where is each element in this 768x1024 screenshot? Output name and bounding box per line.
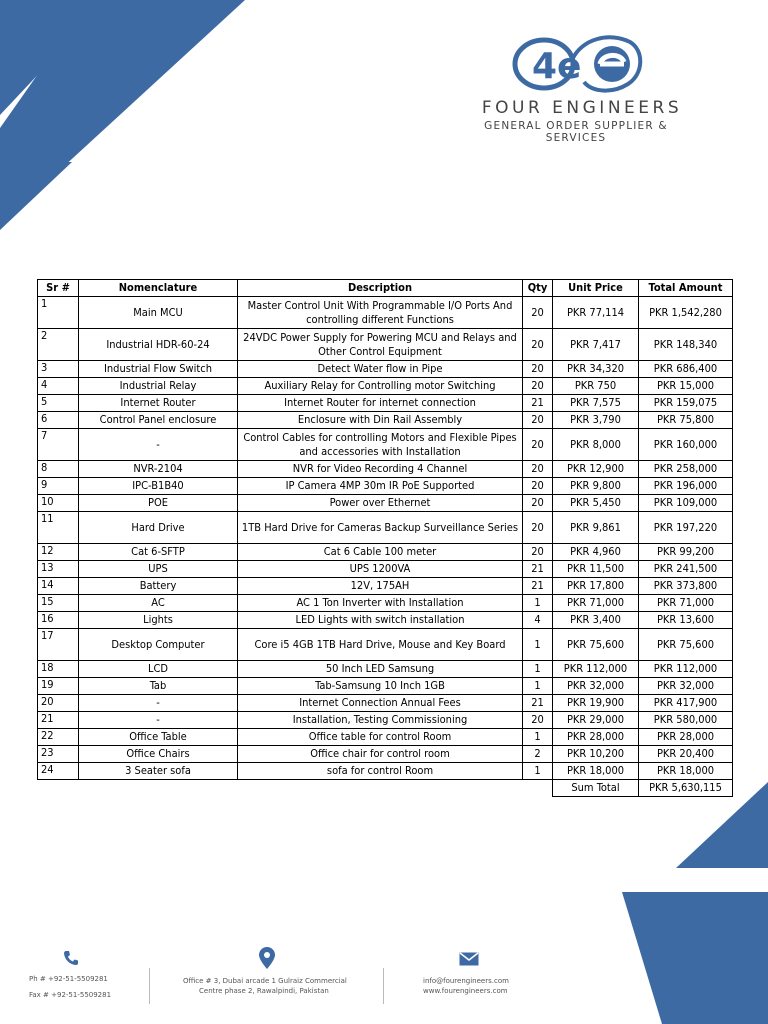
table-row: [38, 361, 733, 378]
row-nomenclature: LCD: [79, 661, 238, 678]
row-total-amount: PKR 1,542,280: [639, 297, 733, 329]
row-sr: 14: [38, 578, 79, 595]
row-sr: 9: [38, 478, 79, 495]
row-description: Installation, Testing Commissioning: [238, 712, 523, 729]
row-sr: 19: [38, 678, 79, 695]
row-qty: 20: [523, 544, 553, 561]
row-sr: 3: [38, 361, 79, 378]
row-sr: 1: [38, 297, 79, 329]
row-description: Office chair for control room: [238, 746, 523, 763]
row-sr: 4: [38, 378, 79, 395]
row-unit-price: PKR 18,000: [553, 763, 639, 780]
table-row: [38, 378, 733, 395]
row-description: 1TB Hard Drive for Cameras Backup Surveillance Series: [238, 512, 523, 544]
brand-name: FOUR ENGINEERS: [481, 98, 683, 118]
row-unit-price: PKR 77,114: [553, 297, 639, 329]
row-nomenclature: Industrial HDR-60-24: [79, 329, 238, 361]
row-qty: 20: [523, 429, 553, 461]
row-total-amount: PKR 32,000: [639, 678, 733, 695]
table-row: [38, 678, 733, 695]
row-qty: 20: [523, 297, 553, 329]
row-qty: 21: [523, 395, 553, 412]
row-sr: 2: [38, 329, 79, 361]
table-row: [38, 763, 733, 780]
table-row: [38, 561, 733, 578]
row-description: AC 1 Ton Inverter with Installation: [238, 595, 523, 612]
table-row: [38, 629, 733, 661]
header-unit-price: Unit Price: [553, 280, 639, 297]
row-total-amount: PKR 159,075: [639, 395, 733, 412]
table-row: [38, 712, 733, 729]
empty-cell: [238, 780, 523, 797]
row-sr: 17: [38, 629, 79, 661]
row-unit-price: PKR 9,800: [553, 478, 639, 495]
row-description: Office table for control Room: [238, 729, 523, 746]
row-total-amount: PKR 13,600: [639, 612, 733, 629]
table-row: [38, 329, 733, 361]
table-row: [38, 661, 733, 678]
footer: [0, 940, 768, 1024]
row-sr: 10: [38, 495, 79, 512]
row-description: 24VDC Power Supply for Powering MCU and Relays and Other Control Equipment: [238, 329, 523, 361]
row-total-amount: PKR 15,000: [639, 378, 733, 395]
row-unit-price: PKR 3,790: [553, 412, 639, 429]
row-qty: 20: [523, 329, 553, 361]
row-qty: 1: [523, 595, 553, 612]
row-qty: 1: [523, 729, 553, 746]
row-unit-price: PKR 29,000: [553, 712, 639, 729]
empty-cell: [38, 780, 79, 797]
header-qty: Qty: [523, 280, 553, 297]
row-description: Power over Ethernet: [238, 495, 523, 512]
row-description: sofa for control Room: [238, 763, 523, 780]
footer-fax: Fax # +92-51-5509281: [29, 991, 112, 999]
row-qty: 1: [523, 629, 553, 661]
row-nomenclature: 3 Seater sofa: [79, 763, 238, 780]
sum-total-row: [38, 780, 733, 797]
row-sr: 15: [38, 595, 79, 612]
row-sr: 13: [38, 561, 79, 578]
row-qty: 20: [523, 512, 553, 544]
table-row: [38, 578, 733, 595]
row-nomenclature: Lights: [79, 612, 238, 629]
row-sr: 6: [38, 412, 79, 429]
row-total-amount: PKR 99,200: [639, 544, 733, 561]
sum-total-value: PKR 5,630,115: [639, 780, 733, 797]
row-unit-price: PKR 3,400: [553, 612, 639, 629]
row-sr: 21: [38, 712, 79, 729]
row-sr: 24: [38, 763, 79, 780]
row-description: Cat 6 Cable 100 meter: [238, 544, 523, 561]
table-row: [38, 544, 733, 561]
row-qty: 20: [523, 412, 553, 429]
row-description: 50 Inch LED Samsung: [238, 661, 523, 678]
row-unit-price: PKR 28,000: [553, 729, 639, 746]
row-unit-price: PKR 4,960: [553, 544, 639, 561]
row-sr: 22: [38, 729, 79, 746]
table-header-row: [38, 280, 733, 297]
row-sr: 12: [38, 544, 79, 561]
row-description: Auxiliary Relay for Controlling motor Switching: [238, 378, 523, 395]
table-row: [38, 512, 733, 544]
row-sr: 11: [38, 512, 79, 544]
row-nomenclature: UPS: [79, 561, 238, 578]
row-sr: 16: [38, 612, 79, 629]
footer-phone: Ph # +92-51-5509281: [29, 975, 108, 983]
row-total-amount: PKR 417,900: [639, 695, 733, 712]
row-description: Tab-Samsung 10 Inch 1GB: [238, 678, 523, 695]
company-logo: [452, 34, 692, 144]
row-total-amount: PKR 197,220: [639, 512, 733, 544]
row-nomenclature: Industrial Relay: [79, 378, 238, 395]
table-row: [38, 746, 733, 763]
row-unit-price: PKR 11,500: [553, 561, 639, 578]
row-qty: 2: [523, 746, 553, 763]
row-unit-price: PKR 12,900: [553, 461, 639, 478]
row-description: Internet Connection Annual Fees: [238, 695, 523, 712]
row-unit-price: PKR 19,900: [553, 695, 639, 712]
table-row: [38, 695, 733, 712]
row-total-amount: PKR 28,000: [639, 729, 733, 746]
row-nomenclature: Control Panel enclosure: [79, 412, 238, 429]
row-total-amount: PKR 71,000: [639, 595, 733, 612]
row-description: Core i5 4GB 1TB Hard Drive, Mouse and Key Board: [238, 629, 523, 661]
row-nomenclature: -: [79, 429, 238, 461]
table-row: [38, 297, 733, 329]
row-qty: 1: [523, 763, 553, 780]
table-row: [38, 461, 733, 478]
header-total-amount: Total Amount: [639, 280, 733, 297]
footer-email[interactable]: info@fourengineers.com: [423, 977, 509, 985]
quotation-table: [37, 279, 733, 797]
row-description: Master Control Unit With Programmable I/O Ports And controlling different Functions: [238, 297, 523, 329]
row-nomenclature: IPC-B1B40: [79, 478, 238, 495]
header-sr: Sr #: [38, 280, 79, 297]
row-nomenclature: Main MCU: [79, 297, 238, 329]
row-qty: 20: [523, 461, 553, 478]
logo-four-glyph: 4e: [532, 46, 582, 87]
row-nomenclature: Office Chairs: [79, 746, 238, 763]
row-nomenclature: POE: [79, 495, 238, 512]
table-row: [38, 412, 733, 429]
row-nomenclature: Tab: [79, 678, 238, 695]
row-description: NVR for Video Recording 4 Channel: [238, 461, 523, 478]
row-nomenclature: -: [79, 695, 238, 712]
row-sr: 20: [38, 695, 79, 712]
email-icon: [459, 952, 479, 966]
table-row: [38, 729, 733, 746]
row-unit-price: PKR 17,800: [553, 578, 639, 595]
row-unit-price: PKR 32,000: [553, 678, 639, 695]
row-unit-price: PKR 8,000: [553, 429, 639, 461]
row-sr: 23: [38, 746, 79, 763]
row-nomenclature: Desktop Computer: [79, 629, 238, 661]
location-pin-icon: [259, 947, 275, 969]
header-description: Description: [238, 280, 523, 297]
row-qty: 20: [523, 712, 553, 729]
row-nomenclature: Industrial Flow Switch: [79, 361, 238, 378]
row-total-amount: PKR 580,000: [639, 712, 733, 729]
table-row: [38, 595, 733, 612]
row-unit-price: PKR 7,575: [553, 395, 639, 412]
row-unit-price: PKR 7,417: [553, 329, 639, 361]
row-qty: 21: [523, 578, 553, 595]
row-qty: 1: [523, 661, 553, 678]
row-total-amount: PKR 75,600: [639, 629, 733, 661]
empty-cell: [79, 780, 238, 797]
sum-total-label: Sum Total: [553, 780, 639, 797]
row-sr: 5: [38, 395, 79, 412]
row-unit-price: PKR 5,450: [553, 495, 639, 512]
row-total-amount: PKR 373,800: [639, 578, 733, 595]
table-row: [38, 478, 733, 495]
row-nomenclature: Cat 6-SFTP: [79, 544, 238, 561]
row-total-amount: PKR 686,400: [639, 361, 733, 378]
footer-divider-2: [383, 968, 384, 1004]
row-unit-price: PKR 9,861: [553, 512, 639, 544]
table-body: [38, 297, 733, 797]
row-unit-price: PKR 750: [553, 378, 639, 395]
row-total-amount: PKR 196,000: [639, 478, 733, 495]
row-unit-price: PKR 112,000: [553, 661, 639, 678]
row-nomenclature: Battery: [79, 578, 238, 595]
row-description: IP Camera 4MP 30m IR PoE Supported: [238, 478, 523, 495]
table-row: [38, 395, 733, 412]
table-row: [38, 429, 733, 461]
row-total-amount: PKR 148,340: [639, 329, 733, 361]
row-nomenclature: Hard Drive: [79, 512, 238, 544]
row-nomenclature: NVR-2104: [79, 461, 238, 478]
row-description: LED Lights with switch installation: [238, 612, 523, 629]
row-unit-price: PKR 10,200: [553, 746, 639, 763]
footer-address-line1: Office # 3, Dubai arcade 1 Gulraiz Commercial: [183, 977, 347, 985]
row-nomenclature: Office Table: [79, 729, 238, 746]
row-total-amount: PKR 160,000: [639, 429, 733, 461]
logo-mark-icon: [512, 34, 652, 94]
row-total-amount: PKR 18,000: [639, 763, 733, 780]
row-nomenclature: -: [79, 712, 238, 729]
row-qty: 21: [523, 561, 553, 578]
empty-cell: [523, 780, 553, 797]
row-unit-price: PKR 71,000: [553, 595, 639, 612]
row-total-amount: PKR 109,000: [639, 495, 733, 512]
table-row: [38, 495, 733, 512]
header-nomenclature: Nomenclature: [79, 280, 238, 297]
row-description: UPS 1200VA: [238, 561, 523, 578]
row-qty: 21: [523, 695, 553, 712]
left-triangle: [0, 162, 72, 230]
row-total-amount: PKR 258,000: [639, 461, 733, 478]
row-qty: 1: [523, 678, 553, 695]
phone-icon: [63, 950, 79, 966]
table-row: [38, 612, 733, 629]
row-qty: 20: [523, 361, 553, 378]
footer-divider-1: [149, 968, 150, 1004]
row-unit-price: PKR 75,600: [553, 629, 639, 661]
row-total-amount: PKR 112,000: [639, 661, 733, 678]
row-total-amount: PKR 20,400: [639, 746, 733, 763]
row-qty: 4: [523, 612, 553, 629]
footer-address-line2: Centre phase 2, Rawalpindi, Pakistan: [199, 987, 329, 995]
row-unit-price: PKR 34,320: [553, 361, 639, 378]
row-description: Internet Router for internet connection: [238, 395, 523, 412]
footer-website[interactable]: www.fourengineers.com: [423, 987, 508, 995]
row-qty: 20: [523, 495, 553, 512]
row-sr: 7: [38, 429, 79, 461]
row-description: Enclosure with Din Rail Assembly: [238, 412, 523, 429]
row-sr: 8: [38, 461, 79, 478]
row-description: Control Cables for controlling Motors and Flexible Pipes and accessories with Installation: [238, 429, 523, 461]
row-description: 12V, 175AH: [238, 578, 523, 595]
row-nomenclature: AC: [79, 595, 238, 612]
row-total-amount: PKR 241,500: [639, 561, 733, 578]
row-sr: 18: [38, 661, 79, 678]
row-description: Detect Water flow in Pipe: [238, 361, 523, 378]
brand-tagline: GENERAL ORDER SUPPLIER & SERVICES: [484, 120, 668, 144]
row-qty: 20: [523, 378, 553, 395]
row-nomenclature: Internet Router: [79, 395, 238, 412]
row-qty: 20: [523, 478, 553, 495]
row-total-amount: PKR 75,800: [639, 412, 733, 429]
